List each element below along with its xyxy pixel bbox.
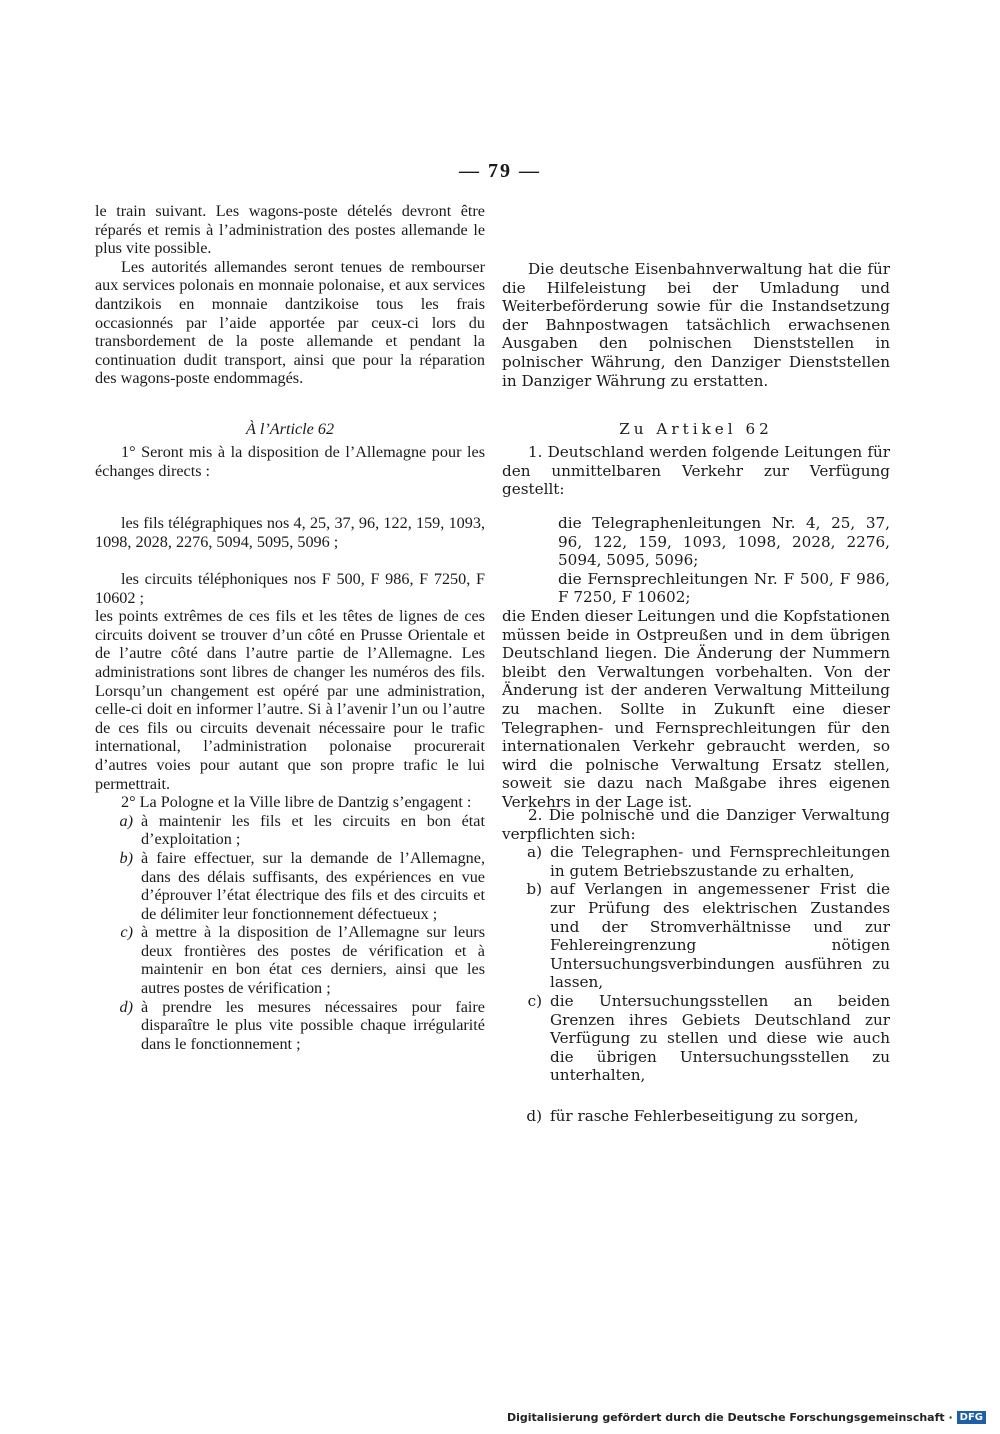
fr-item-label: a) [119, 811, 133, 830]
de-para-telegraph-lines: die Telegraphenleitungen Nr. 4, 25, 37, 96, 122, 159, 1093, 1098, 2028, 2276, 5094, 5095, 5096; [558, 514, 890, 570]
de-para-endpoints: die Enden dieser Leitungen und die Kopfstationen müssen beide in Ostpreußen und in dem übrigen Deutschland liegen. Die Änderung der Nummern bleibt den Verwaltungen vorbehalten. Von der Änderung ist der anderen Verwaltung Mitteilung zu machen. Sollte in Zukunft eine dieser Telegraphen- und Fernsprechleitungen für den internationalen Verkehr gebraucht werden, so wird die polnische Verwaltung Ersatz stellen, soweit sie dazu nach Maßgabe ihres eigenen Verkehrs in der Lage ist. [502, 606, 890, 811]
fr-item-text: à prendre les mesures nécessaires pour faire disparaître le plus vite possible chaque irrégularité dans le fonctionnement ; [141, 997, 485, 1053]
page-number: — 79 — [459, 160, 541, 182]
fr-para-endpoints: les points extrêmes de ces fils et les têtes de lignes de ces circuits doivent se trouver d’un côté en Prusse Orientale et de l’autre côté dans l’autre partie de l’Allemagne. Les administrations sont libres de changer les numéros des fils. Lorsqu’un changement est opéré par une administration, celle-ci doit en informer l’autre. Si à l’avenir l’un ou l’autre de ces fils ou circuits devenait nécessaire pour le trafic international, l’administration polonaise procurerait d’autres voies pour autant que son propre trafic le lui permettrait. [95, 607, 485, 793]
fr-item-text: à mettre à la disposition de l’Allemagne sur leurs deux frontières des postes de vérification et à maintenir en bon état ces derniers, ainsi que les autres postes de vérification ; [141, 923, 485, 998]
de-item-label: d) [526, 1106, 542, 1125]
fr-para-telephone-circuits: les circuits téléphoniques nos F 500, F 986, F 7250, F 10602 ; [95, 570, 485, 607]
fr-item-a [95, 812, 485, 849]
de-lines-block [502, 514, 890, 812]
fr-circuits-block [95, 570, 485, 1053]
fr-para-reimbursement: Les autorités allemandes seront tenues de rembourser aux services polonais en monnaie polonaise, et aux services dantzikois en monnaie dantzikoise tous les frais occasionnés par l’aide apportée par ceux-ci lors du transbordement de la poste allemande et pendant la continuation dudit transport, ainsi que pour la réparation des wagons-poste endommagés. [95, 257, 485, 388]
de-item-c [502, 992, 890, 1085]
de-item-text: für rasche Fehlerbeseitigung zu sorgen, [550, 1106, 859, 1125]
dfg-logo-icon: DFG [957, 1411, 986, 1424]
fr-item-text: à maintenir les fils et les circuits en bon état d’exploitation ; [141, 811, 485, 849]
footer-text: Digitalisierung gefördert durch die Deutsche Forschungsgemeinschaft · [506, 1411, 953, 1424]
de-item-label: c) [527, 991, 542, 1010]
fr-para-telegraph-lines: les fils télégraphiques nos 4, 25, 37, 96, 122, 159, 1093, 1098, 2028, 2276, 5094, 5095, 5096 ; [95, 514, 485, 551]
fr-item-c [95, 923, 485, 997]
fr-item-d [95, 998, 485, 1054]
de-para-engagements: 2. Die polnische und die Danziger Verwaltung verpflichten sich: [502, 806, 890, 843]
fr-para-continuation: le train suivant. Les wagons-poste dételés devront être réparés et remis à l’administration des postes allemande le plus vite possible. [95, 202, 485, 258]
fr-item-text: à faire effectuer, sur la demande de l’Allemagne, dans des délais suffisants, des expériences en vue d’éprouver l’état électrique des fils et des circuits et de délimiter leur fonctionnement défectueux ; [141, 848, 485, 923]
de-item-d [502, 1107, 890, 1126]
fr-item-b [95, 849, 485, 923]
de-para-telephone-lines: die Fernsprechleitungen Nr. F 500, F 986, F 7250, F 10602; [558, 569, 890, 607]
de-item-b [502, 880, 890, 992]
footer-credit [507, 1411, 986, 1424]
de-item-label: b) [526, 880, 542, 899]
french-column [95, 202, 485, 388]
fr-item-label: c) [120, 923, 133, 942]
de-engagements-block [502, 806, 890, 1126]
fr-para-disposition: 1° Seront mis à la disposition de l’Allemagne pour les échanges directs : [95, 443, 485, 480]
de-item-text: die Untersuchungsstellen an beiden Grenzen ihres Gebiets Deutschland zur Verfügung zu stellen und diese wie auch die übrigen Untersuchungsstellen zu unterhalten, [550, 991, 890, 1085]
german-column [502, 260, 890, 390]
de-para-reimbursement: Die deutsche Eisenbahnverwaltung hat die für die Hilfeleistung bei der Umladung und Weiterbeförderung sowie für die Instandsetzung der Bahnpostwagen tatsächlich erwachsenen Ausgaben den polnischen Dienststellen in polnischer Währung, den Danziger Dienststellen in Danziger Währung zu erstatten. [502, 260, 890, 390]
fr-item-label: d) [119, 997, 133, 1016]
fr-heading-article-62: À l’Article 62 [245, 420, 335, 438]
de-article-block-1 [502, 443, 890, 499]
fr-lines-block [95, 514, 485, 551]
de-item-a [502, 843, 890, 880]
fr-article-block-1 [95, 443, 485, 480]
de-item-text: auf Verlangen in angemessener Frist die zur Prüfung des elektrischen Zustandes und der Stromverhältnisse und zur Fehlereingrenzung nötigen Untersuchungsverbindungen ausführen zu lassen, [550, 880, 890, 992]
fr-item-label: b) [119, 848, 133, 867]
de-item-label: a) [527, 843, 542, 862]
fr-para-engagements: 2° La Pologne et la Ville libre de Dantzig s’engagent : [121, 793, 472, 812]
de-heading-article-62: Zu Artikel 62 [619, 420, 773, 438]
de-item-text: die Telegraphen- und Fernsprechleitungen in gutem Betriebszustande zu erhalten, [550, 843, 890, 880]
de-para-disposition: 1. Deutschland werden folgende Leitungen für den unmittelbaren Verkehr zur Verfügung gestellt: [502, 443, 890, 499]
